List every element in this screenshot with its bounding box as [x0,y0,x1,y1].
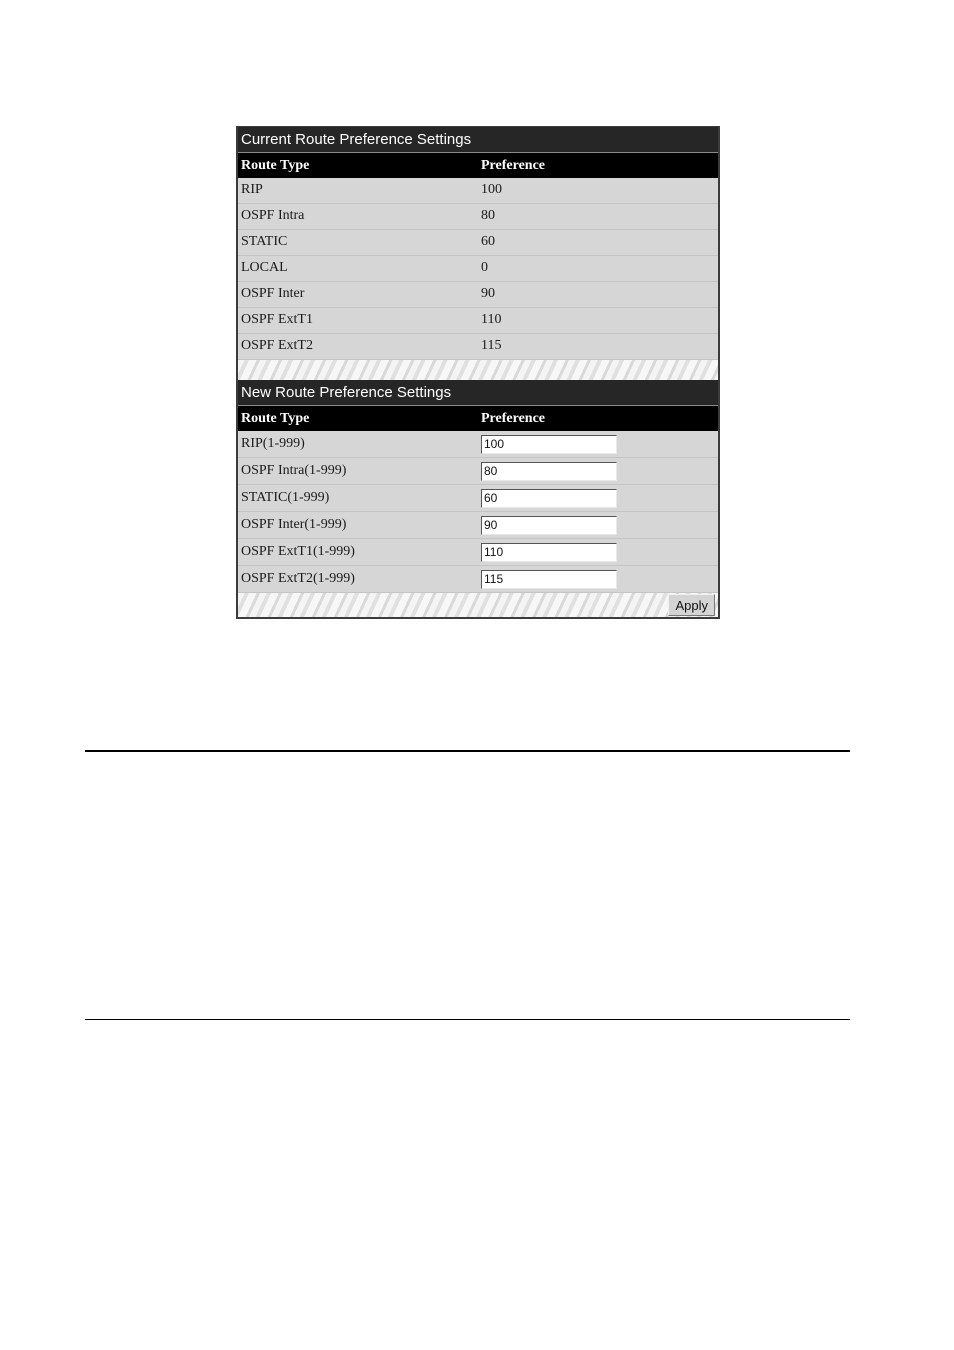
table-row [238,458,718,485]
new-header-preference: Preference [481,411,545,426]
new-settings-title: New Route Preference Settings [238,380,718,406]
preference-cell: 110 [481,312,502,327]
table-row [238,512,718,539]
route-type-label: STATIC(1-999) [241,490,330,505]
preference-cell: 100 [481,182,502,197]
route-type-cell: RIP [241,182,263,197]
table-row [238,178,718,204]
route-type-cell: OSPF Intra [241,208,305,223]
route-preference-panel [236,126,720,619]
table-row [238,230,718,256]
apply-button[interactable]: Apply [668,594,715,616]
route-type-label: OSPF ExtT2(1-999) [241,571,355,586]
horizontal-rule [85,1019,850,1020]
preference-cell: 90 [481,286,495,301]
table-row [238,204,718,230]
horizontal-rule [85,750,850,752]
route-type-label: RIP(1-999) [241,436,305,451]
table-row [238,539,718,566]
table-row [238,431,718,458]
table-row [238,566,718,593]
ospf-intra-preference-input[interactable] [481,462,617,481]
current-table-header [238,153,718,178]
table-row [238,485,718,512]
preference-cell: 60 [481,234,495,249]
route-type-label: OSPF ExtT1(1-999) [241,544,355,559]
rip-preference-input[interactable] [481,435,617,454]
route-type-label: OSPF Inter(1-999) [241,517,347,532]
static-preference-input[interactable] [481,489,617,508]
current-header-preference: Preference [481,158,545,173]
route-type-cell: OSPF ExtT1 [241,312,313,327]
route-type-cell: OSPF ExtT2 [241,338,313,353]
preference-cell: 115 [481,338,502,353]
table-row [238,334,718,360]
table-row [238,282,718,308]
form-footer [238,593,718,617]
ospf-inter-preference-input[interactable] [481,516,617,535]
table-row [238,308,718,334]
route-type-cell: OSPF Inter [241,286,305,301]
route-type-cell: LOCAL [241,260,288,275]
ospf-extt1-preference-input[interactable] [481,543,617,562]
preference-cell: 0 [481,260,488,275]
current-settings-title: Current Route Preference Settings [238,127,718,153]
section-divider [238,360,718,380]
current-header-route-type: Route Type [241,158,310,173]
new-table-header [238,406,718,431]
route-type-cell: STATIC [241,234,288,249]
table-row [238,256,718,282]
ospf-extt2-preference-input[interactable] [481,570,617,589]
new-header-route-type: Route Type [241,411,310,426]
route-type-label: OSPF Intra(1-999) [241,463,347,478]
preference-cell: 80 [481,208,495,223]
